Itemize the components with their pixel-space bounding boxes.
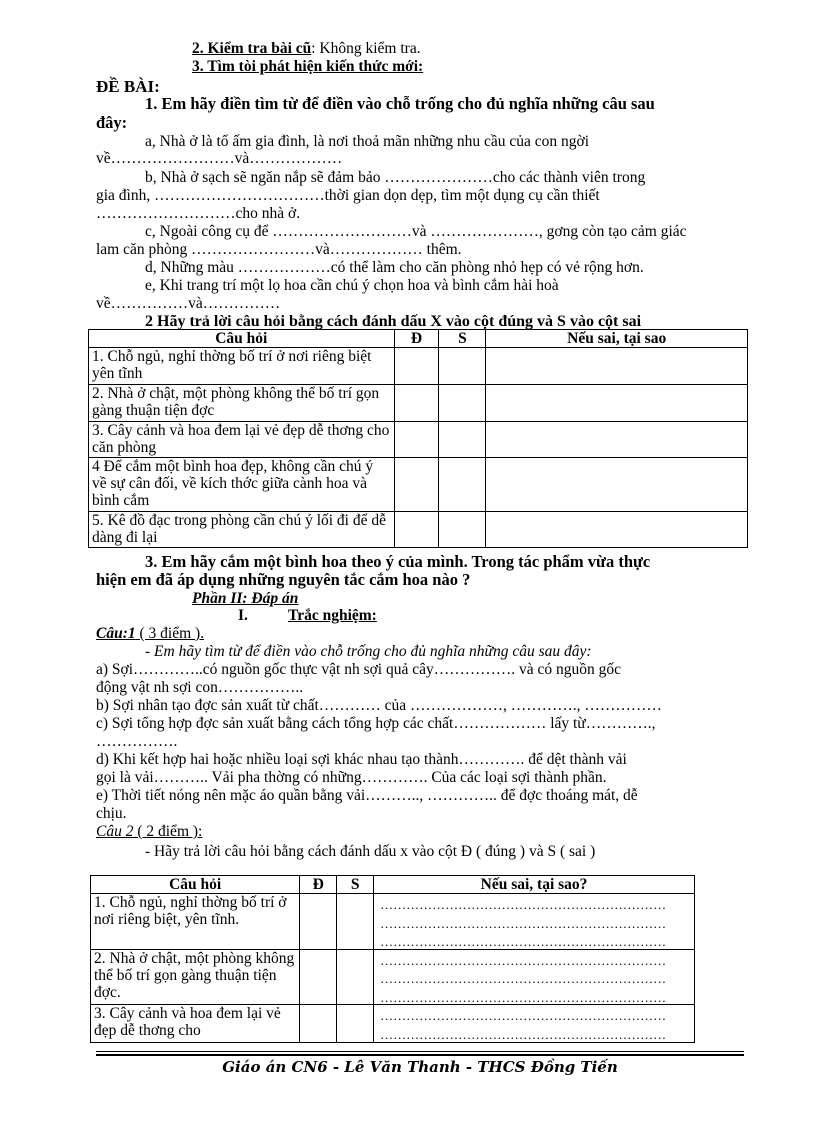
answer-line: ………………………………………………………… bbox=[380, 1026, 667, 1042]
cau2-row-d-cell[interactable] bbox=[300, 949, 337, 1005]
q2-header-s: S bbox=[439, 330, 486, 348]
footer-rule-top bbox=[96, 1051, 744, 1052]
q1-line-b-cont2: ………………………cho nhà ở. bbox=[96, 205, 301, 222]
q2-row-d-cell[interactable] bbox=[394, 512, 439, 548]
cau1-instruction: - Em hãy tìm từ để điền vào chỗ trống cho đủ nghĩa những câu sau đây: bbox=[145, 643, 592, 660]
table-row bbox=[89, 385, 748, 422]
cau1-heading bbox=[96, 625, 204, 642]
part2-subtitle: Trắc nghiệm: bbox=[288, 607, 377, 624]
q2-title: 2 Hãy trả lời câu hỏi bằng cách đánh dấu X vào cột đúng và S vào cột sai bbox=[145, 313, 642, 330]
q2-row-question: 2. Nhà ở chật, một phòng không thể bố trí gọn gàng thuận tiện đợc bbox=[89, 385, 395, 422]
cau1-line-d: d) Khi kết hợp hai hoặc nhiều loại sợi khác nhau tạo thành…………. để dệt thành vải bbox=[96, 751, 627, 768]
cau1-line-e-cont: chịu. bbox=[96, 805, 127, 822]
cau2-header-d: Đ bbox=[300, 876, 337, 894]
q2-row-s-cell[interactable] bbox=[439, 458, 486, 512]
cau2-row-d-cell[interactable] bbox=[300, 894, 337, 950]
cau2-table bbox=[90, 875, 695, 1043]
q2-row-reason-cell[interactable] bbox=[486, 512, 748, 548]
cau2-header-s: S bbox=[337, 876, 374, 894]
q2-row-s-cell[interactable] bbox=[439, 422, 486, 458]
q1-title: 1. Em hãy điền tìm từ để điền vào chỗ trống cho đủ nghĩa những câu sau bbox=[145, 94, 655, 113]
q2-row-question: 1. Chỗ ngủ, nghỉ thờng bố trí ở nơi riêng biệt yên tĩnh bbox=[89, 348, 395, 385]
section-2-label: 2. Kiểm tra bài cũ bbox=[192, 40, 312, 57]
q1-line-b-cont: gia đình, ……………………………thời gian dọn dẹp, tìm một dụng cụ cần thiết bbox=[96, 187, 600, 204]
answer-line: ………………………………………………………… bbox=[380, 934, 667, 949]
q2-table bbox=[88, 329, 748, 548]
q1-line-d: d, Những màu ………………có thể làm cho căn phòng nhỏ hẹp có vẻ rộng hơn. bbox=[145, 259, 644, 276]
q2-row-reason-cell[interactable] bbox=[486, 385, 748, 422]
q1-line-e: e, Khi trang trí một lọ hoa cần chú ý chọn hoa và bình cắm hài hoà bbox=[145, 277, 559, 294]
section-2-line bbox=[192, 40, 421, 57]
q2-header-d: Đ bbox=[394, 330, 439, 348]
table-row bbox=[89, 348, 748, 385]
cau1-line-c: c) Sợi tổng hợp đợc sản xuất bằng cách tổng hợp các chất……………… lấy từ…………., bbox=[96, 715, 656, 732]
cau1-line-c-cont: ……………. bbox=[96, 733, 178, 750]
q2-row-reason-cell[interactable] bbox=[486, 348, 748, 385]
cau1-line-a: a) Sợi…………..có nguồn gốc thực vật nh sợi quả cây……………. và có nguồn gốc bbox=[96, 661, 622, 678]
q1-line-b: b, Nhà ở sạch sẽ ngăn nắp sẽ đảm bảo …………………cho các thành viên trong bbox=[145, 169, 646, 186]
q2-row-s-cell[interactable] bbox=[439, 385, 486, 422]
table-row bbox=[91, 894, 695, 950]
cau2-row-question: 2. Nhà ở chật, một phòng không thể bố trí gọn gàng thuận tiện đợc. bbox=[91, 949, 300, 1005]
q2-row-d-cell[interactable] bbox=[394, 348, 439, 385]
q1-line-a: a, Nhà ở là tổ ấm gia đình, là nơi thoả mãn những nhu cầu của con ngời bbox=[145, 133, 590, 150]
q2-row-question: 4 Để cắm một bình hoa đẹp, không cần chú ý về sự cân đối, về kích thớc giữa cành hoa và bình cắm bbox=[89, 458, 395, 512]
part2-roman: I. bbox=[238, 607, 248, 624]
cau1-line-a-cont: động vật nh sợi con…………….. bbox=[96, 679, 304, 696]
cau2-row-reason-cell[interactable] bbox=[374, 894, 695, 950]
cau1-line-b: b) Sợi nhân tạo đợc sản xuất từ chất………… của ………………, …………., …………… bbox=[96, 697, 662, 714]
cau1-label: Câu:1 bbox=[96, 625, 136, 642]
q2-row-question: 5. Kê đồ đạc trong phòng cần chú ý lối đi để dễ dàng đi lại bbox=[89, 512, 395, 548]
answer-line: ………………………………………………………… bbox=[380, 915, 667, 931]
cau1-line-d-cont: gọi là vải……….. Vải pha thờng có những…………. Của các loại sợi thành phần. bbox=[96, 769, 607, 786]
answer-line: ………………………………………………………… bbox=[380, 971, 667, 986]
cau2-row-question: 3. Cây cảnh và hoa đem lại vẻ đẹp dễ thơng cho bbox=[91, 1005, 300, 1043]
q1-line-c-cont: lam căn phòng ……………………và……………… thêm. bbox=[96, 241, 462, 258]
table-row bbox=[91, 949, 695, 1005]
cau2-header-question: Câu hỏi bbox=[91, 876, 300, 894]
cau1-points: ( 3 điểm ). bbox=[135, 625, 205, 642]
cau2-row-s-cell[interactable] bbox=[337, 894, 374, 950]
section-2-text: : Không kiểm tra. bbox=[311, 40, 421, 57]
answer-line: ………………………………………………………… bbox=[380, 989, 667, 1005]
cau2-row-d-cell[interactable] bbox=[300, 1005, 337, 1043]
q2-row-s-cell[interactable] bbox=[439, 512, 486, 548]
cau2-row-s-cell[interactable] bbox=[337, 1005, 374, 1043]
q2-row-d-cell[interactable] bbox=[394, 385, 439, 422]
cau2-row-reason-cell[interactable] bbox=[374, 949, 695, 1005]
footer-rule-bottom bbox=[96, 1054, 744, 1056]
q2-row-reason-cell[interactable] bbox=[486, 422, 748, 458]
q2-row-question: 3. Cây cảnh và hoa đem lại vẻ đẹp dễ thơng cho căn phòng bbox=[89, 422, 395, 458]
q2-row-s-cell[interactable] bbox=[439, 348, 486, 385]
q3-line-1: 3. Em hãy cắm một bình hoa theo ý của mình. Trong tác phẩm vừa thực bbox=[145, 552, 651, 571]
answer-line: ………………………………………………………… bbox=[380, 897, 667, 912]
q3-line-2: hiện em đã áp dụng những nguyên tắc cắm hoa nào ? bbox=[96, 570, 471, 589]
cau1-line-e: e) Thời tiết nóng nên mặc áo quần bằng vải……….., ………….. để đợc thoáng mát, dễ bbox=[96, 787, 638, 804]
answer-line: ………………………………………………………… bbox=[380, 1008, 667, 1023]
table-row bbox=[89, 422, 748, 458]
cau2-instruction: - Hãy trả lời câu hỏi bằng cách đánh dấu x vào cột Đ ( đúng ) và S ( sai ) bbox=[145, 843, 596, 860]
q2-row-reason-cell[interactable] bbox=[486, 458, 748, 512]
cau2-table-header bbox=[91, 876, 695, 894]
cau2-row-s-cell[interactable] bbox=[337, 949, 374, 1005]
q2-row-d-cell[interactable] bbox=[394, 422, 439, 458]
cau2-header-reason: Nếu sai, tại sao? bbox=[374, 876, 695, 894]
section-3-title: 3. Tìm tòi phát hiện kiến thức mới: bbox=[192, 58, 424, 75]
q2-header-reason: Nếu sai, tại sao bbox=[486, 330, 748, 348]
table-row bbox=[89, 458, 748, 512]
cau2-row-reason-cell[interactable] bbox=[374, 1005, 695, 1043]
q1-line-a-cont: về……………………và……………… bbox=[96, 150, 343, 167]
q1-line-e-cont: về……………và…………… bbox=[96, 295, 281, 312]
q2-table-header bbox=[89, 330, 748, 348]
q2-row-d-cell[interactable] bbox=[394, 458, 439, 512]
answer-line: ………………………………………………………… bbox=[380, 952, 667, 968]
part2-title: Phần II: Đáp án bbox=[192, 590, 299, 607]
table-row bbox=[91, 1005, 695, 1043]
cau2-row-question: 1. Chỗ ngủ, nghỉ thờng bố trí ở nơi riêng biệt, yên tĩnh. bbox=[91, 894, 300, 950]
cau2-heading bbox=[96, 823, 202, 840]
cau2-points: ( 2 điểm ): bbox=[133, 823, 203, 840]
de-bai-heading: ĐỀ BÀI: bbox=[96, 77, 160, 96]
q2-header-question: Câu hỏi bbox=[89, 330, 395, 348]
table-row bbox=[89, 512, 748, 548]
q1-line-c: c, Ngoài công cụ để ………………………và …………………, gơng còn tạo cảm giác bbox=[145, 223, 687, 240]
q1-title-cont: đây: bbox=[96, 113, 128, 132]
cau2-label: Câu 2 bbox=[96, 823, 134, 840]
footer-text: Giáo án CN6 - Lê Văn Thanh - THCS Đồng Tiến bbox=[222, 1058, 618, 1076]
